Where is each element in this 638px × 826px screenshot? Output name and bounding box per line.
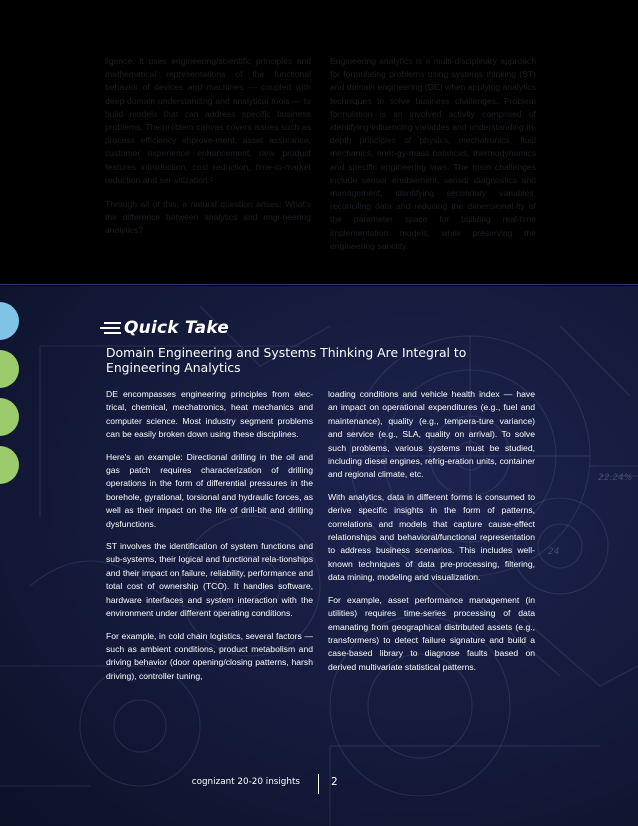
page-number: 2 [331,776,338,788]
blueprint-label-1: 22.24% [598,473,633,483]
top-right-column [330,55,536,264]
publication-name: cognizant 20-20 insights [191,777,300,787]
top-left-column [105,55,311,249]
qt-left-paragraph-1: DE encompasses engineering principles from elec-trical, chemical, mechatronics, heat mechanics and computer science. Most industry segment problems can be easily broken down using these disciplines. [106,389,313,440]
page-footer [0,777,638,797]
qt-right-paragraph-3: For example, asset performance management (in utilities) requires time-series processing of data emanating from geographical distributed assets (e.g., transformers) to detect failure signature and build a case-based library to diagnose faults based on derived multivariate statistical patterns. [328,594,535,672]
quick-take-right-column [328,388,535,683]
qt-left-paragraph-2: Here's an example: Directional drilling in the oil and gas patch requires characterization of drilling operations in the form of differential pressures in the borehole, gyrational, torsional and hydraulic forces, as well as their impact on the life of drill-bit and drilling dysfunctions. [106,451,313,529]
quick-take-label: Quick Take [124,318,229,338]
quick-take-title: Domain Engineering and Systems Thinking Are Integral to Engineering Analytics [106,345,467,375]
top-right-paragraph-1: Engineering analytics is a multi-disciplinary approach for formulating problems using systems thinking (ST) and domain engineering (DE) when applying analytics techniques to solve business challenges. Problem formulation is an involved activity comprised of identifying influencing variables and understanding in-depth principles of physics, mechatronics, fluid mechanics, ener-gy-mass balances, thermodynamics and specific engineering laws. The main challenges include sensor enablement, sensor diagnostics and management, identifying secondary variables, reconciling data and reducing the dimensional-ity of the parameter space for building real-time implementation models, while preserving the engineering sanctity. [330,56,536,251]
qt-left-paragraph-4: For example, in cold chain logistics, several factors — such as ambient conditions, product metabolism and driving behavior (door opening/closing patterns, harsh driving), controller tuning, [106,630,313,681]
top-left-paragraph-2: Through all of this, a natural question arises: What's the difference between analytics and engi-neering analytics? [105,199,311,236]
qt-left-paragraph-3: ST involves the identification of system functions and sub-systems, their logical and functional rela-tionships and their impact on failure, reliability, performance and total cost of ownership (TCO). It handles software, hardware interfaces and system interaction with the environment under different operating conditions. [106,541,313,619]
qt-right-paragraph-1: loading conditions and vehicle health index — have an impact on operational expenditures (e.g., fuel and maintenance), quality (e.g., tempera-ture variance) and service (e.g., SLA, quality on arrival). To solve such problems, various systems must be studied, including diesel engines, refrig-eration units, container and regional climate, etc. [328,389,535,480]
section-divider [0,284,638,285]
footer-separator [318,774,319,794]
quick-take-logo [100,318,229,338]
quick-take-panel [0,286,638,826]
speed-lines-icon [100,321,122,335]
top-left-paragraph-1: ligence. It uses engineering/scientific principles and mathematical representations of the functional behavior of devices and machines — coupled with deep domain understanding and analytical tools — to build models that can address specific business problems. The problem canvas covers issues such as process efficiency improve-ment, asset assurance, customer experience enhancement, new product features introduction, cost reduction, time-to-market reduction and ser-vitization.² [105,56,311,185]
quick-take-left-column [106,388,313,692]
top-section [0,0,638,286]
blueprint-label-2: 24 [548,547,560,557]
qt-right-paragraph-2: With analytics, data in different forms is consumed to derive specific insights in the form of patterns, correlations and models that capture cause-effect relationships and behavioral/functional representation to address business scenarios. This includes well-known techniques of data pre-processing, filtering, data mining, modeling and visualization. [328,491,535,583]
